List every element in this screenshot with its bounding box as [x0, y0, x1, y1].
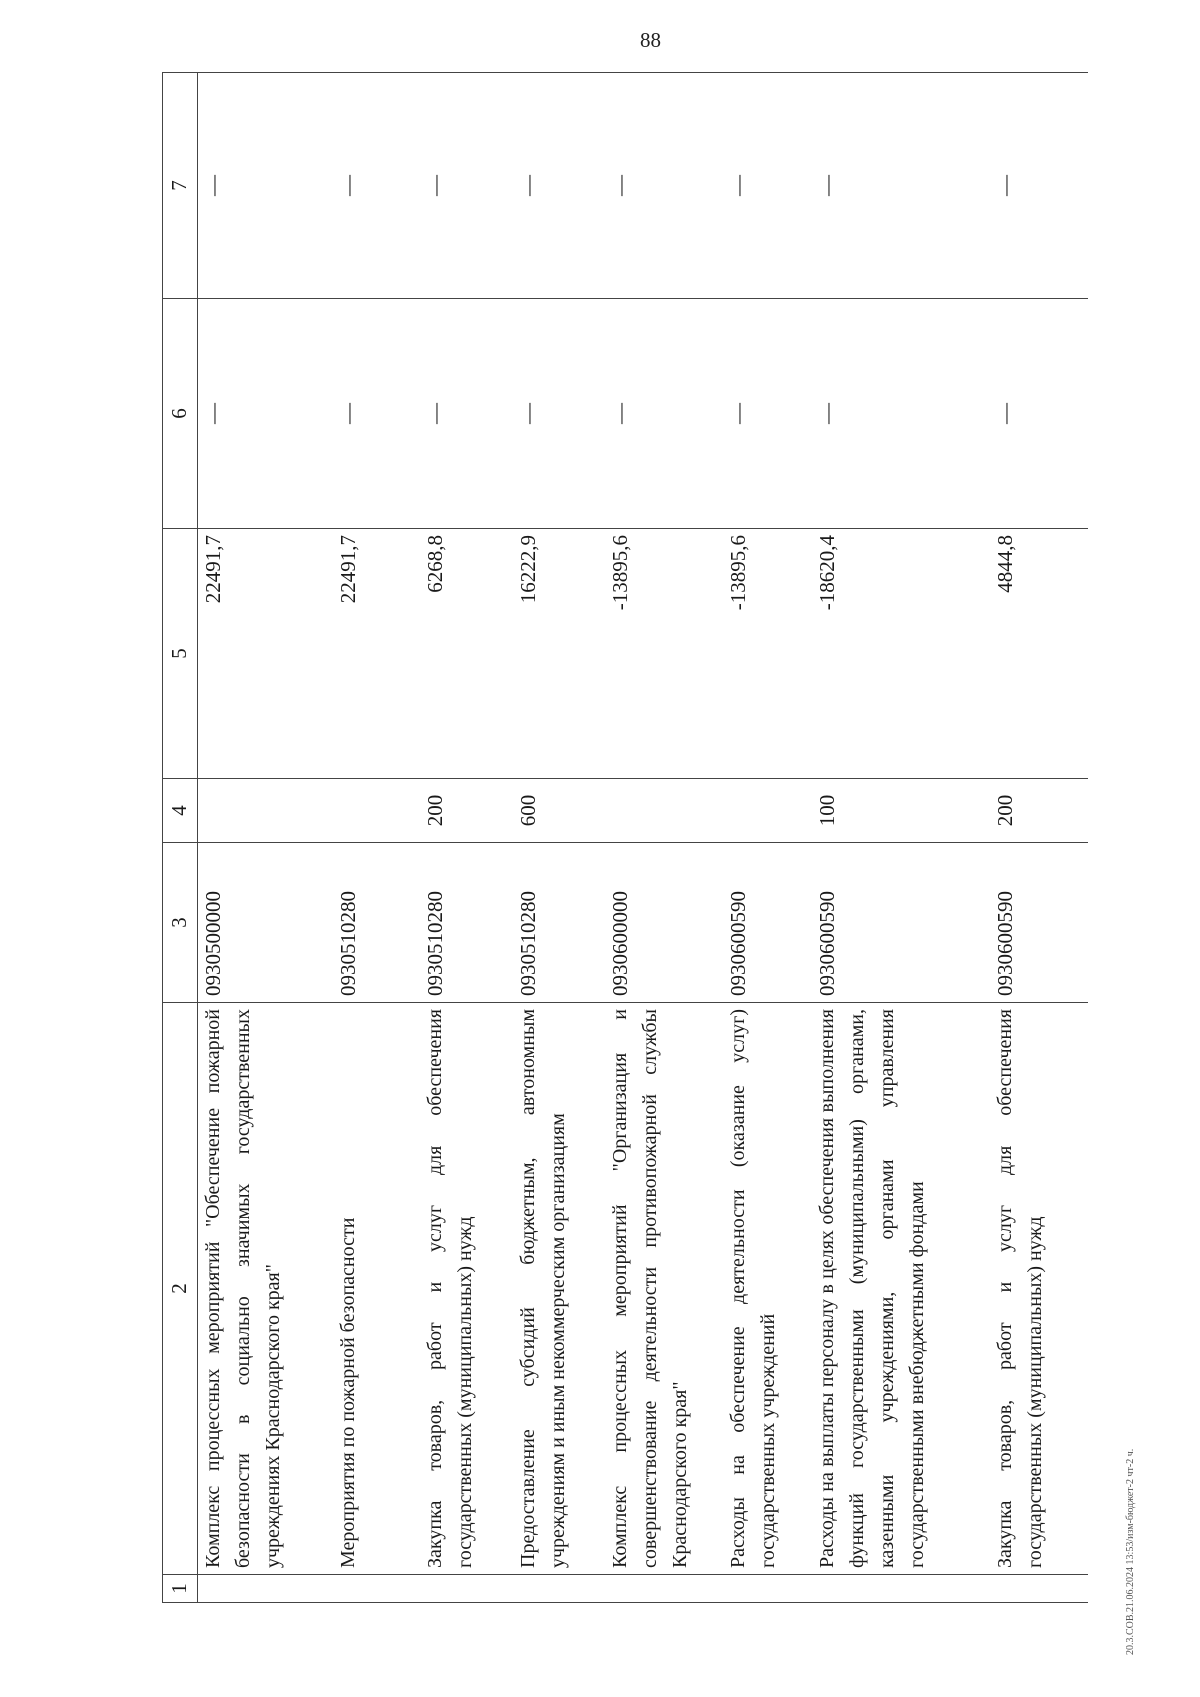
row-code: 0930600590 — [723, 843, 812, 1003]
row-index-cell — [198, 1575, 333, 1603]
table-row — [333, 73, 420, 1603]
header-col-6: 6 — [163, 299, 198, 529]
row-vr — [333, 779, 420, 843]
row-col6: — — [605, 299, 723, 529]
header-col-1: 1 — [163, 1575, 198, 1603]
row-name: Комплекс процессных мероприятий "Обеспечение пожарной безопасности в социально значимых государственных учреждениях Краснодарского края" — [198, 1003, 333, 1575]
row-index-cell — [333, 1575, 420, 1603]
row-vr: 200 — [990, 779, 1088, 843]
header-col-7: 7 — [163, 73, 198, 299]
row-col7: — — [333, 73, 420, 299]
row-vr: 100 — [812, 779, 990, 843]
row-col6: — — [420, 299, 513, 529]
row-amount: 6268,8 — [420, 529, 513, 779]
header-col-2: 2 — [163, 1003, 198, 1575]
row-vr — [605, 779, 723, 843]
row-name: Мероприятия по пожарной безопасности — [333, 1003, 420, 1575]
row-col7: — — [812, 73, 990, 299]
table-row — [812, 73, 990, 1603]
table-row — [513, 73, 605, 1603]
row-index-cell — [420, 1575, 513, 1603]
row-amount: -13895,6 — [605, 529, 723, 779]
row-amount: -18620,4 — [812, 529, 990, 779]
table-row — [605, 73, 723, 1603]
table-row — [990, 73, 1088, 1603]
page-number: 88 — [640, 28, 661, 52]
row-col7: — — [198, 73, 333, 299]
row-vr — [198, 779, 333, 843]
header-col-4: 4 — [163, 779, 198, 843]
row-index-cell — [723, 1575, 812, 1603]
row-code: 0930600000 — [605, 843, 723, 1003]
row-amount: 16222,9 — [513, 529, 605, 779]
budget-table-rotated — [162, 73, 1086, 1603]
footer-stamp-text: 20.3.СОВ.21.06.2024 13:53/изм-бюджет-2 чт-2 ч. — [1125, 1448, 1136, 1655]
budget-table — [162, 72, 1088, 1603]
header-col-5: 5 — [163, 529, 198, 779]
row-code: 0930500000 — [198, 843, 333, 1003]
row-col7: — — [420, 73, 513, 299]
row-col7: — — [990, 73, 1088, 299]
row-col6: — — [812, 299, 990, 529]
row-vr — [723, 779, 812, 843]
header-col-3: 3 — [163, 843, 198, 1003]
row-name: Расходы на обеспечение деятельности (оказание услуг) государственных учреждений — [723, 1003, 812, 1575]
row-col6: — — [513, 299, 605, 529]
row-amount: 22491,7 — [198, 529, 333, 779]
row-name: Расходы на выплаты персоналу в целях обеспечения выполнения функций государственными (муниципальными) органами, казенными учреждениями, органами управления государственными внебюджетными фондами — [812, 1003, 990, 1575]
row-amount: 4844,8 — [990, 529, 1088, 779]
row-index-cell — [513, 1575, 605, 1603]
row-col6: — — [723, 299, 812, 529]
table-row — [723, 73, 812, 1603]
row-col6: — — [333, 299, 420, 529]
row-code: 0930600590 — [812, 843, 990, 1003]
row-col7: — — [605, 73, 723, 299]
row-amount: 22491,7 — [333, 529, 420, 779]
row-amount: -13895,6 — [723, 529, 812, 779]
row-name: Закупка товаров, работ и услуг для обеспечения государственных (муниципальных) нужд — [420, 1003, 513, 1575]
row-name: Комплекс процессных мероприятий "Организация и совершенствование деятельности противопожарной службы Краснодарского края" — [605, 1003, 723, 1575]
row-index-cell — [812, 1575, 990, 1603]
header-row — [163, 73, 198, 1603]
row-index-cell — [605, 1575, 723, 1603]
row-code: 0930600590 — [990, 843, 1088, 1003]
row-code: 0930510280 — [420, 843, 513, 1003]
row-col7: — — [513, 73, 605, 299]
row-col6: — — [198, 299, 333, 529]
row-code: 0930510280 — [333, 843, 420, 1003]
row-col7: — — [723, 73, 812, 299]
row-col6: — — [990, 299, 1088, 529]
row-vr: 200 — [420, 779, 513, 843]
row-name: Закупка товаров, работ и услуг для обеспечения государственных (муниципальных) нужд — [990, 1003, 1088, 1575]
row-index-cell — [990, 1575, 1088, 1603]
table-row — [198, 73, 333, 1603]
row-code: 0930510280 — [513, 843, 605, 1003]
table-row — [420, 73, 513, 1603]
row-name: Предоставление субсидий бюджетным, автономным учреждениям и иным некоммерческим организациям — [513, 1003, 605, 1575]
row-vr: 600 — [513, 779, 605, 843]
